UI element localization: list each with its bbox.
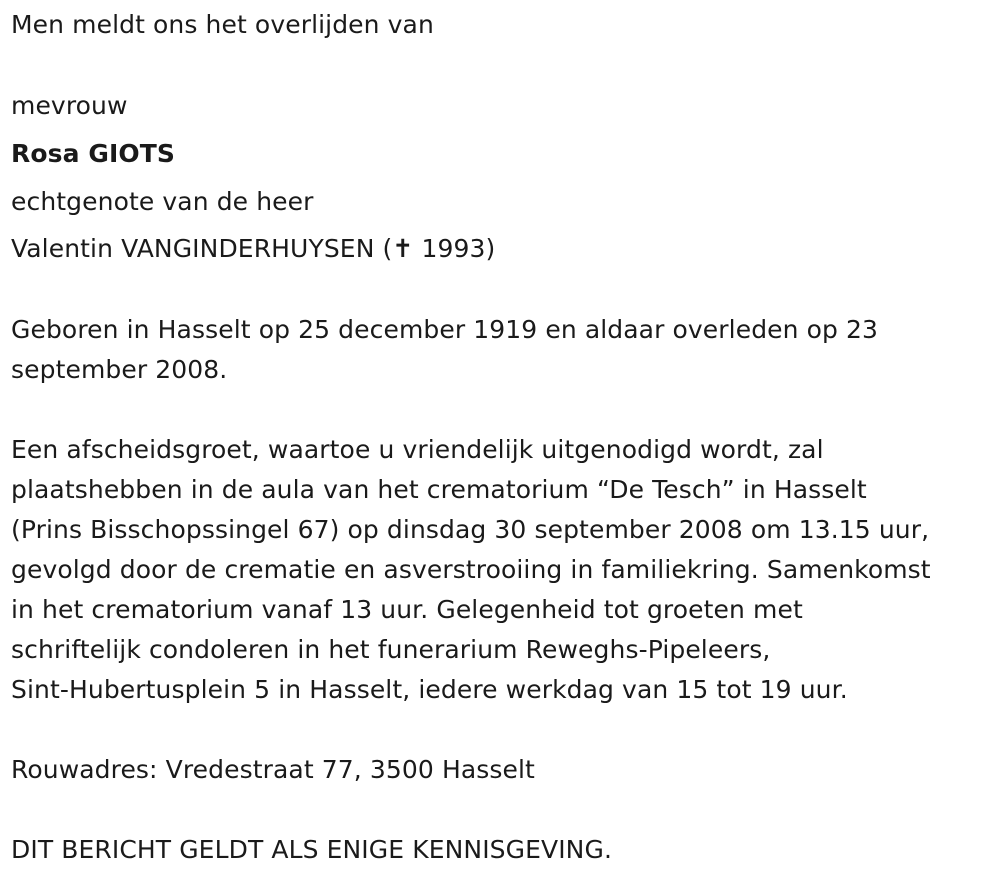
paragraph-line: gevolgd door de crematie en asverstrooiing in familiekring. Samenkomst [11,555,931,584]
ceremony-paragraph [11,430,1000,710]
spouse-line: Valentin VANGINDERHUYSEN (✝ 1993) [11,234,496,263]
salutation: mevrouw [11,91,128,120]
paragraph-line: september 2008. [11,355,228,384]
birth-death-paragraph [11,310,971,390]
paragraph-line: in het crematorium vanaf 13 uur. Gelegenheid tot groeten met [11,595,803,624]
paragraph-line: (Prins Bisschopssingel 67) op dinsdag 30 september 2008 om 13.15 uur, [11,515,930,544]
paragraph-line: schriftelijk condoleren in het funerarium Reweghs-Pipeleers, [11,635,771,664]
mourning-address: Rouwadres: Vredestraat 77, 3500 Hasselt [11,755,535,784]
paragraph-line: Een afscheidsgroet, waartoe u vriendelijk uitgenodigd wordt, zal [11,435,824,464]
deceased-name: Rosa GIOTS [11,139,176,168]
paragraph-line: plaatshebben in de aula van het crematorium “De Tesch” in Hasselt [11,475,867,504]
paragraph-line: Geboren in Hasselt op 25 december 1919 en aldaar overleden op 23 [11,315,879,344]
closing-statement: DIT BERICHT GELDT ALS ENIGE KENNISGEVING. [11,835,612,864]
paragraph-line: Sint-Hubertusplein 5 in Hasselt, iedere werkdag van 15 tot 19 uur. [11,675,848,704]
relation-line: echtgenote van de heer [11,187,314,216]
opening-line: Men meldt ons het overlijden van [11,10,434,39]
